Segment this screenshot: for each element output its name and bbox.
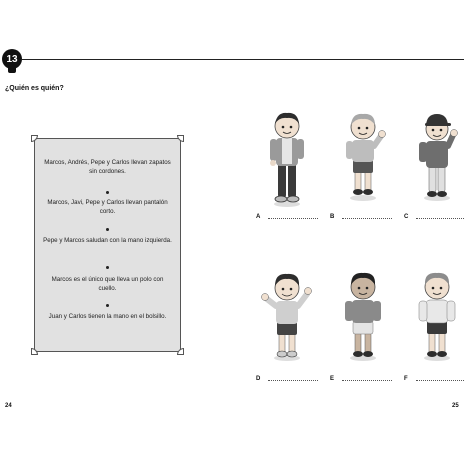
answer-line-e[interactable]: [330, 374, 392, 382]
card-corner: [177, 348, 184, 355]
answer-line-b[interactable]: [330, 212, 392, 220]
answer-letter: E: [330, 376, 335, 382]
answer-line-a[interactable]: [256, 212, 318, 220]
child-figure-a: [257, 108, 317, 208]
card-corner: [31, 135, 38, 142]
write-line: [268, 380, 318, 381]
answer-letter: B: [330, 214, 335, 220]
clue-separator: [106, 228, 109, 231]
clue-5: Juan y Carlos tienen la mano en el bolsillo.: [48, 313, 167, 320]
child-figure-d: [257, 266, 317, 366]
lightbulb-base: [8, 68, 16, 73]
write-line: [416, 218, 464, 219]
card-corner: [177, 135, 184, 142]
answer-letter: C: [404, 214, 409, 220]
clue-2: Marcos, Javi, Pepe y Carlos llevan pantalón corto.: [47, 199, 168, 215]
answer-line-d[interactable]: [256, 374, 318, 382]
header-rule: [22, 59, 464, 60]
exercise-question: ¿Quién es quién?: [5, 85, 64, 92]
clue-4: Marcos es el único que lleva un polo con cuello.: [51, 276, 164, 292]
card-corner: [31, 348, 38, 355]
write-line: [416, 380, 464, 381]
page-number-right: 25: [452, 403, 459, 409]
clue-card: [34, 138, 181, 352]
answer-line-c[interactable]: [404, 212, 464, 220]
clue-1: Marcos, Andrés, Pepe y Carlos llevan zapatos sin cordones.: [44, 159, 171, 175]
child-figure-c: [407, 108, 464, 208]
answer-letter: A: [256, 214, 261, 220]
write-line: [342, 218, 392, 219]
page-number-left: 24: [5, 403, 12, 409]
clue-separator: [106, 191, 109, 194]
lightbulb-badge-icon: [2, 49, 22, 69]
answer-line-f[interactable]: [404, 374, 464, 382]
child-figure-f: [407, 266, 464, 366]
child-figure-b: [333, 108, 393, 208]
clue-3: Pepe y Marcos saludan con la mano izquierda.: [43, 237, 172, 244]
answer-letter: F: [404, 376, 408, 382]
write-line: [342, 380, 392, 381]
clue-separator: [106, 266, 109, 269]
write-line: [268, 218, 318, 219]
clue-separator: [106, 304, 109, 307]
answer-letter: D: [256, 376, 261, 382]
exercise-number: 13: [6, 53, 18, 65]
child-figure-e: [333, 266, 393, 366]
